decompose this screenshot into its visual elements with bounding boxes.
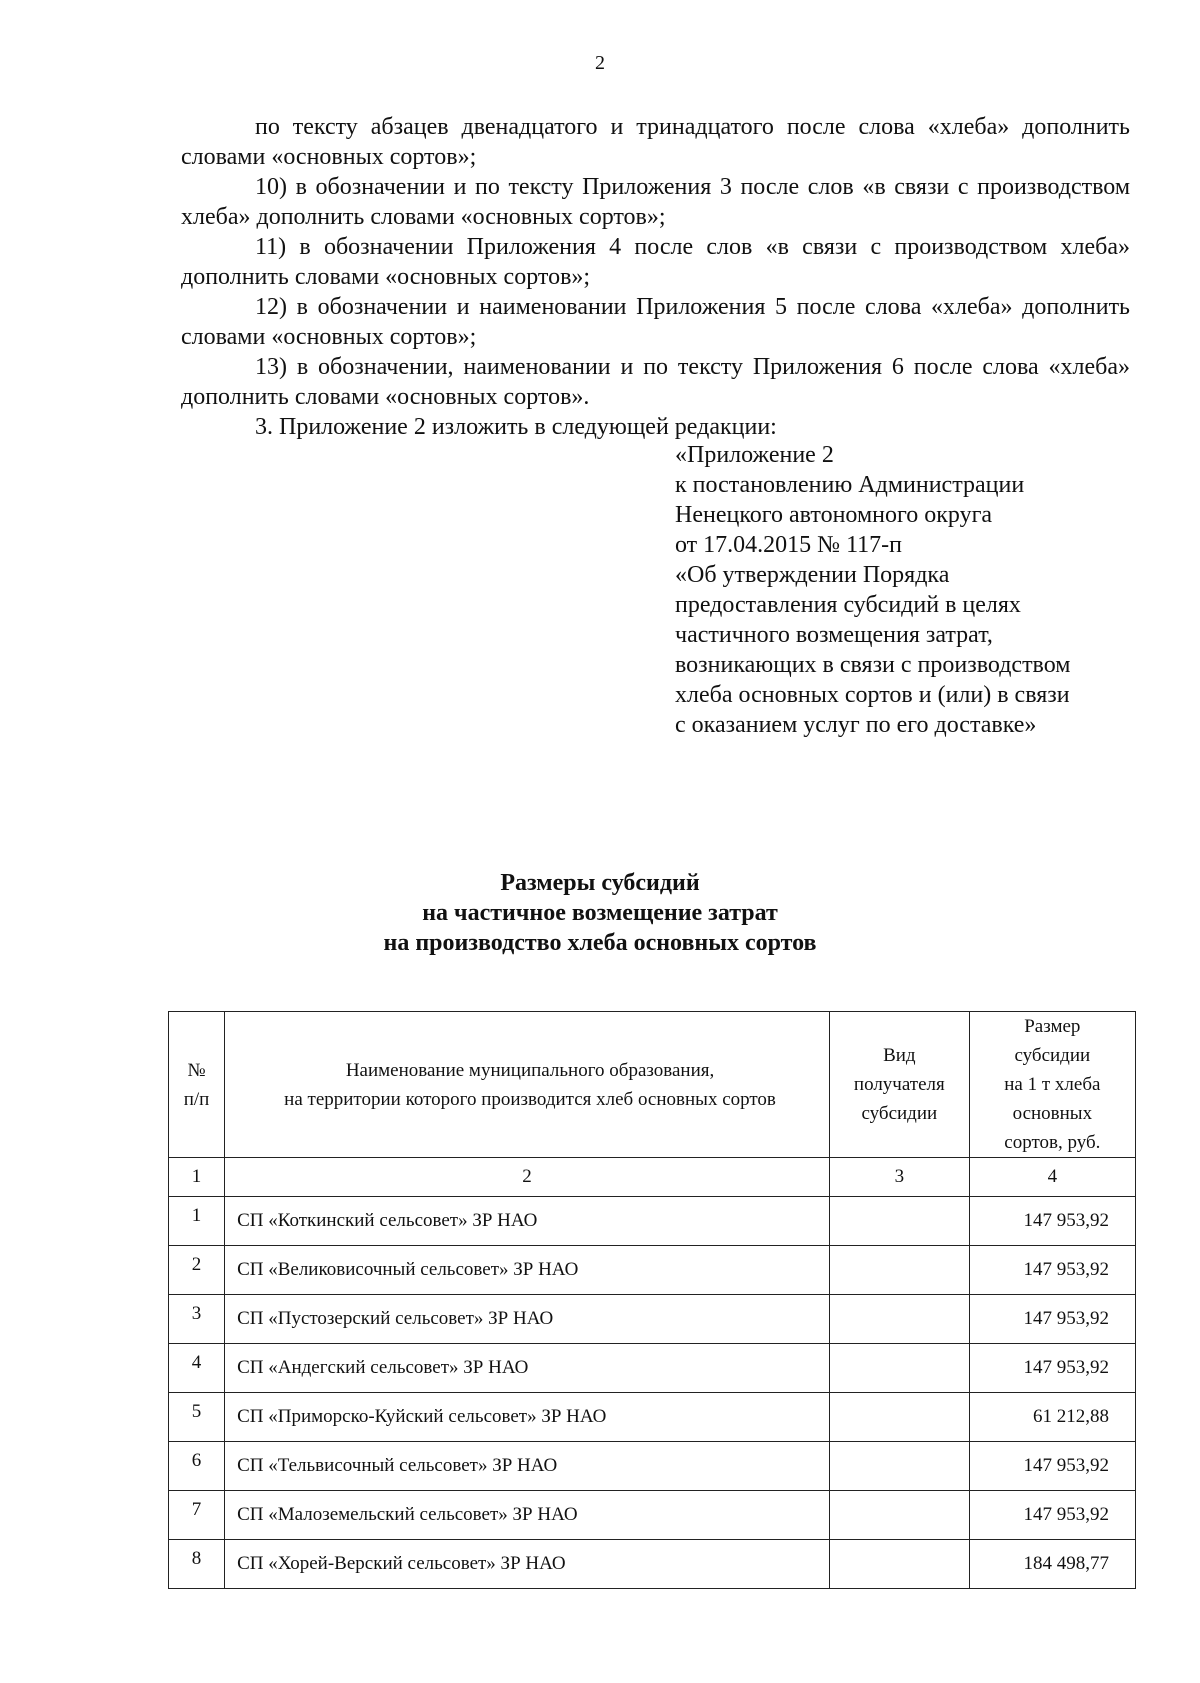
row-name: СП «Хорей-Верский сельсовет» ЗР НАО [225,1540,830,1589]
row-kind [830,1295,970,1344]
header-line: основных [1012,1103,1093,1124]
row-size: 61 212,88 [969,1393,1135,1442]
row-size: 147 953,92 [969,1344,1135,1393]
row-size: 147 953,92 [969,1491,1135,1540]
header-line: на 1 т хлеба [1004,1074,1101,1095]
row-size: 147 953,92 [969,1246,1135,1295]
header-line: на территории которого производится хлеб основных сортов [284,1088,776,1110]
row-name: СП «Тельвисочный сельсовет» ЗР НАО [225,1442,830,1491]
body-text [181,112,1130,442]
table-row [169,1540,1136,1589]
title-line: на производство хлеба основных сортов [383,930,817,956]
header-num [169,1012,225,1158]
appendix-line: предоставления субсидий в целях [675,592,1021,618]
paragraph: 11) в обозначении Приложения 4 после слов «в связи с производством хлеба» дополнить словами «основных сортов»; [181,234,1130,290]
header-line: № [187,1059,206,1081]
column-number: 2 [225,1158,830,1197]
row-kind [830,1344,970,1393]
row-size: 147 953,92 [969,1295,1135,1344]
column-number: 4 [969,1158,1135,1197]
row-num: 6 [169,1442,225,1491]
row-num: 8 [169,1540,225,1589]
row-size: 147 953,92 [969,1442,1135,1491]
appendix-line: частичного возмещения затрат, [675,622,993,648]
row-num: 4 [169,1344,225,1393]
header-size [969,1012,1135,1158]
subsidy-table [168,1011,1136,1589]
header-line: субсидии [861,1103,938,1124]
row-kind [830,1442,970,1491]
table-row [169,1393,1136,1442]
page-number: 2 [595,52,605,74]
row-num: 2 [169,1246,225,1295]
table-row [169,1491,1136,1540]
header-name [225,1012,830,1158]
table-row [169,1344,1136,1393]
appendix-line: от 17.04.2015 № 117-п [675,532,903,558]
row-name: СП «Приморско-Куйский сельсовет» ЗР НАО [225,1393,830,1442]
row-kind [830,1540,970,1589]
table-row [169,1295,1136,1344]
row-size: 184 498,77 [969,1540,1135,1589]
row-name: СП «Коткинский сельсовет» ЗР НАО [225,1197,830,1246]
header-line: п/п [183,1088,210,1110]
paragraph: 10) в обозначении и по тексту Приложения 3 после слов «в связи с производством хлеба» дополнить словами «основных сортов»; [181,174,1130,230]
header-line: получателя [853,1074,945,1095]
row-num: 3 [169,1295,225,1344]
title-line: Размеры субсидий [500,870,700,896]
header-line: Размер [1024,1016,1081,1037]
row-num: 7 [169,1491,225,1540]
header-line: Наименование муниципального образования, [345,1059,715,1081]
header-kind [830,1012,970,1158]
paragraph: 12) в обозначении и наименовании Приложения 5 после слова «хлеба» дополнить словами «основных сортов»; [181,294,1130,350]
column-number-row [169,1158,1136,1197]
appendix-line: хлеба основных сортов и (или) в связи [675,682,1070,708]
column-number: 3 [830,1158,970,1197]
table-title [0,868,1200,958]
row-name: СП «Малоземельский сельсовет» ЗР НАО [225,1491,830,1540]
header-line: сортов, руб. [1004,1132,1101,1153]
row-name: СП «Андегский сельсовет» ЗР НАО [225,1344,830,1393]
appendix-reference [675,440,1155,740]
paragraph: по тексту абзацев двенадцатого и тринадцатого после слова «хлеба» дополнить словами «основных сортов»; [181,114,1130,170]
table-row [169,1246,1136,1295]
appendix-line: Ненецкого автономного округа [675,502,993,528]
header-line: субсидии [1014,1045,1091,1066]
row-kind [830,1246,970,1295]
appendix-line: «Приложение 2 [675,442,834,468]
appendix-line: с оказанием услуг по его доставке» [675,712,1037,738]
row-name: СП «Пустозерский сельсовет» ЗР НАО [225,1295,830,1344]
row-kind [830,1393,970,1442]
appendix-line: возникающих в связи с производством [675,652,1071,678]
header-line: Вид [883,1045,916,1066]
appendix-line: «Об утверждении Порядка [675,562,950,588]
table-row [169,1442,1136,1491]
title-line: на частичное возмещение затрат [422,900,778,926]
row-kind [830,1491,970,1540]
row-kind [830,1197,970,1246]
row-num: 5 [169,1393,225,1442]
row-name: СП «Великовисочный сельсовет» ЗР НАО [225,1246,830,1295]
table-row [169,1197,1136,1246]
paragraph: 13) в обозначении, наименовании и по тексту Приложения 6 после слова «хлеба» дополнить словами «основных сортов». [181,354,1130,410]
appendix-line: к постановлению Администрации [675,472,1025,498]
table-header-row [169,1012,1136,1158]
column-number: 1 [169,1158,225,1197]
row-size: 147 953,92 [969,1197,1135,1246]
row-num: 1 [169,1197,225,1246]
paragraph: 3. Приложение 2 изложить в следующей редакции: [255,414,777,440]
